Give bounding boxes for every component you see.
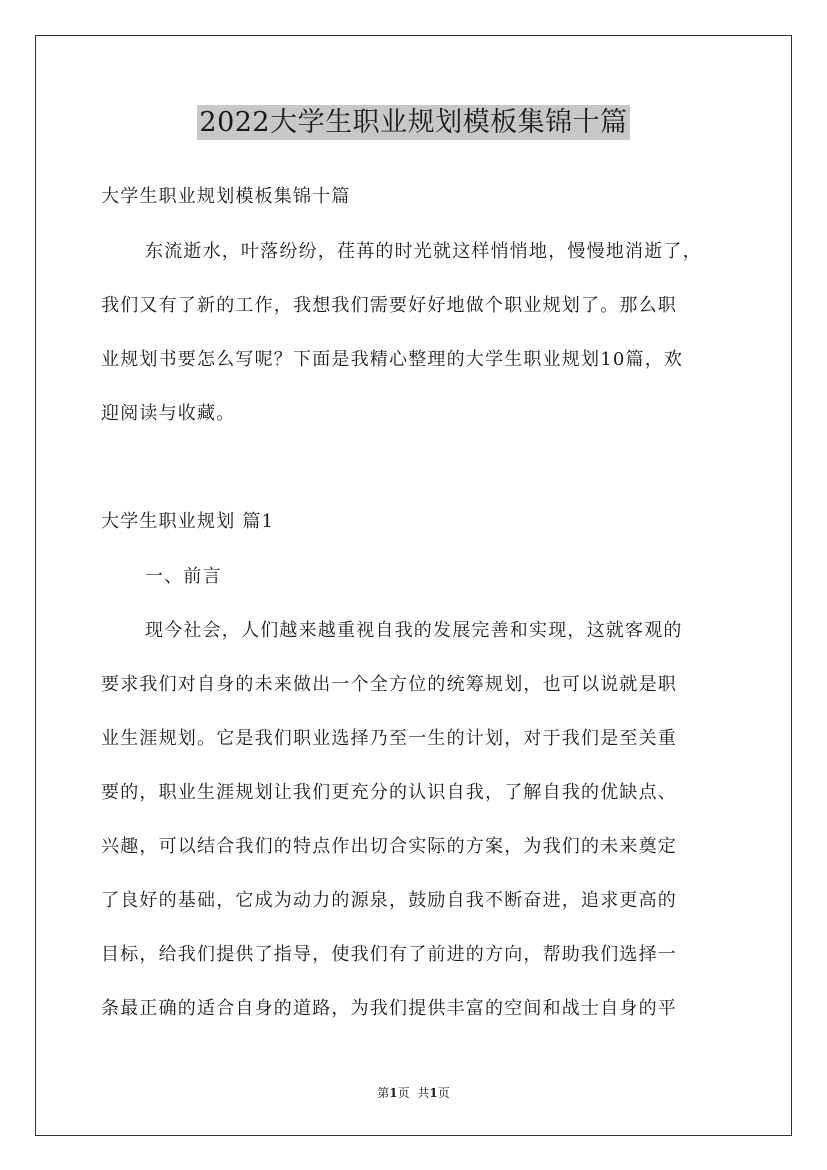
body-line: 要求我们对自身的未来做出一个全方位的统筹规划，也可以说就是职 bbox=[101, 674, 677, 695]
footer-total-suffix: 页 bbox=[437, 1086, 450, 1100]
intro-line: 迎阅读与收藏。 bbox=[101, 403, 236, 424]
document-title-wrap bbox=[0, 100, 827, 139]
page-footer bbox=[0, 1084, 827, 1101]
body-line: 了良好的基础，它成为动力的源泉，鼓励自我不断奋进，追求更高的 bbox=[101, 890, 677, 911]
body-line: 现今社会，人们越来越重视自我的发展完善和实现，这就客观的 bbox=[145, 620, 683, 641]
body-line: 目标，给我们提供了指导，使我们有了前进的方向，帮助我们选择一 bbox=[101, 944, 677, 965]
footer-total-number: 1 bbox=[429, 1086, 438, 1100]
body-line: 业生涯规划。它是我们职业选择乃至一生的计划，对于我们是至关重 bbox=[101, 728, 677, 749]
document-subtitle: 大学生职业规划模板集锦十篇 bbox=[101, 186, 351, 207]
footer-page-suffix: 页 bbox=[397, 1086, 410, 1100]
footer-page-number: 1 bbox=[389, 1086, 398, 1100]
intro-line: 我们又有了新的工作，我想我们需要好好地做个职业规划了。那么职 bbox=[101, 295, 677, 316]
sub-heading: 一、前言 bbox=[145, 566, 222, 587]
body-line: 条最正确的适合自身的道路，为我们提供丰富的空间和战士自身的平 bbox=[101, 998, 677, 1019]
footer-page-prefix: 第 bbox=[377, 1086, 390, 1100]
body-line: 要的，职业生涯规划让我们更充分的认识自我，了解自我的优缺点、 bbox=[101, 782, 677, 803]
section-heading: 大学生职业规划 篇1 bbox=[101, 511, 275, 532]
intro-line: 东流逝水，叶落纷纷，荏苒的时光就这样悄悄地，慢慢地消逝了， bbox=[145, 241, 702, 262]
body-line: 兴趣，可以结合我们的特点作出切合实际的方案，为我们的未来奠定 bbox=[101, 836, 677, 857]
footer-total-prefix: 共 bbox=[417, 1086, 430, 1100]
intro-line: 业规划书要怎么写呢？下面是我精心整理的大学生职业规划10篇，欢 bbox=[101, 349, 684, 370]
document-title: 2022大学生职业规划模板集锦十篇 bbox=[199, 107, 628, 138]
